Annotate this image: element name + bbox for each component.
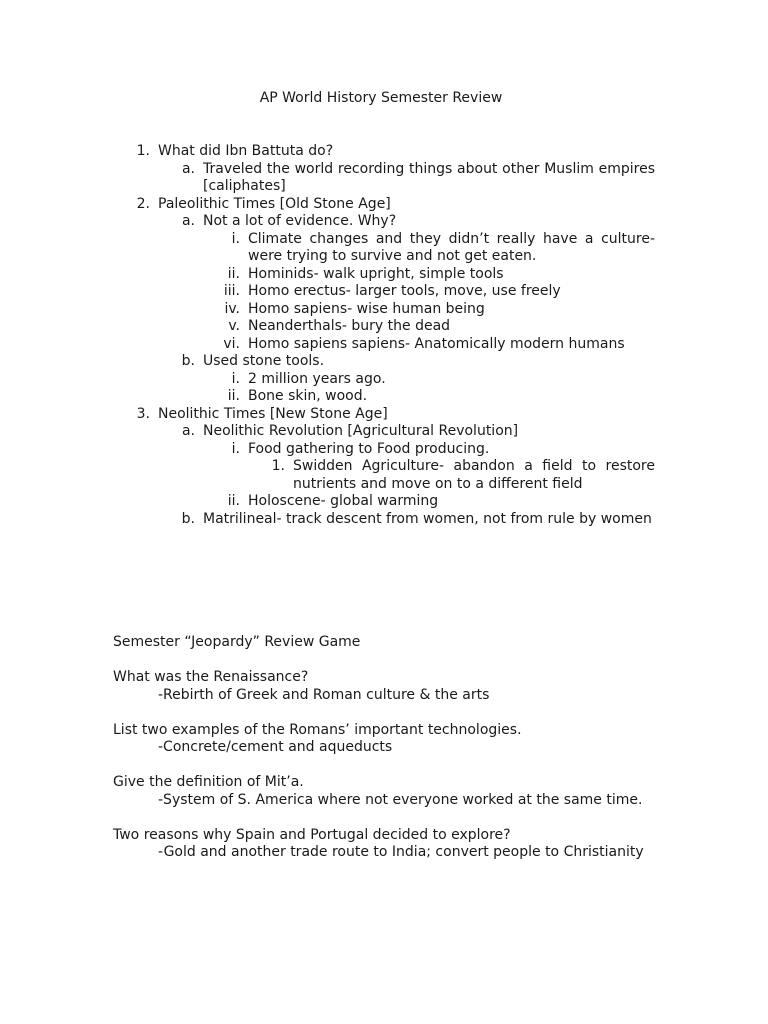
outline-text: Swidden Agriculture- abandon a field to restore nutrients and move on to a different field bbox=[293, 458, 655, 492]
outline-marker: vi. bbox=[223, 335, 240, 352]
outline-marker: 2. bbox=[136, 195, 150, 212]
outline-item bbox=[0, 511, 768, 546]
outline-item bbox=[0, 336, 768, 354]
outline-item bbox=[0, 283, 768, 301]
outline-marker: a. bbox=[181, 160, 195, 177]
jeopardy-heading: Semester “Jeopardy” Review Game bbox=[113, 634, 361, 650]
outline-marker: 3. bbox=[136, 405, 150, 422]
outline-marker: i. bbox=[231, 230, 240, 247]
outline-marker: i. bbox=[231, 440, 240, 457]
outline-marker: iii. bbox=[223, 283, 240, 299]
answer: -Rebirth of Greek and Roman culture & the arts bbox=[158, 686, 490, 703]
outline-marker: 1. bbox=[136, 143, 150, 159]
outline-text: Homo erectus- larger tools, move, use freely bbox=[248, 283, 561, 299]
outline-item bbox=[0, 266, 768, 284]
outline-text: 2 million years ago. bbox=[248, 370, 386, 387]
outline-item bbox=[0, 301, 768, 319]
outline-item bbox=[0, 493, 768, 511]
outline-item bbox=[0, 143, 768, 161]
qa-item bbox=[113, 669, 655, 704]
question: Give the definition of Mit’a. bbox=[113, 774, 304, 790]
outline-text: Bone skin, wood. bbox=[248, 388, 368, 404]
outline-marker: 1. bbox=[271, 458, 285, 474]
outline-text: Food gathering to Food producing. bbox=[248, 440, 490, 457]
page-title: AP World History Semester Review bbox=[259, 90, 503, 106]
outline-item bbox=[0, 406, 768, 424]
outline-item bbox=[0, 388, 768, 406]
outline-marker: a. bbox=[181, 213, 195, 229]
answer: -System of S. America where not everyone worked at the same time. bbox=[158, 791, 643, 808]
outline-text: Holoscene- global warming bbox=[248, 493, 439, 509]
outline-marker: iv. bbox=[224, 300, 240, 317]
outline-text: Traveled the world recording things about other Muslim empires [caliphates] bbox=[203, 160, 655, 194]
answer: -Concrete/cement and aqueducts bbox=[158, 739, 393, 755]
outline-item bbox=[0, 318, 768, 336]
outline-item bbox=[0, 213, 768, 231]
outline-item bbox=[0, 161, 768, 196]
outline-text: What did Ibn Battuta do? bbox=[158, 143, 334, 159]
outline-marker: b. bbox=[181, 353, 195, 369]
outline-marker: b. bbox=[181, 510, 195, 527]
outline-item bbox=[0, 196, 768, 214]
question: Two reasons why Spain and Portugal decided to explore? bbox=[113, 826, 511, 843]
outline-item bbox=[0, 371, 768, 389]
outline-item bbox=[0, 458, 768, 493]
qa-item bbox=[113, 827, 655, 862]
outline-item bbox=[0, 423, 768, 441]
outline-text: Climate changes and they didn’t really have a culture- were trying to survive and not get eaten. bbox=[248, 230, 655, 264]
outline-text: Used stone tools. bbox=[203, 353, 325, 369]
outline-item bbox=[0, 353, 768, 371]
outline-marker: ii. bbox=[227, 265, 240, 282]
outline-text: Homo sapiens sapiens- Anatomically modern humans bbox=[248, 335, 625, 352]
outline-marker: i. bbox=[231, 370, 240, 387]
outline-text: Neolithic Times [New Stone Age] bbox=[158, 405, 388, 422]
outline-text: Hominids- walk upright, simple tools bbox=[248, 265, 504, 282]
outline-marker: ii. bbox=[227, 388, 240, 404]
outline-text: Neolithic Revolution [Agricultural Revolution] bbox=[203, 423, 519, 439]
outline-text: Not a lot of evidence. Why? bbox=[203, 213, 397, 229]
outline-text: Paleolithic Times [Old Stone Age] bbox=[158, 195, 391, 212]
qa-item bbox=[113, 722, 655, 757]
question: What was the Renaissance? bbox=[113, 669, 309, 685]
outline-marker: v. bbox=[228, 318, 240, 334]
jeopardy-section bbox=[113, 634, 655, 879]
question: List two examples of the Romans’ important technologies. bbox=[113, 721, 522, 738]
answer: -Gold and another trade route to India; convert people to Christianity bbox=[158, 844, 644, 860]
outline-text: Matrilineal- track descent from women, not from rule by women bbox=[203, 510, 652, 527]
qa-item bbox=[113, 774, 655, 809]
outline-text: Homo sapiens- wise human being bbox=[248, 300, 485, 317]
outline-item bbox=[0, 441, 768, 459]
outline-marker: ii. bbox=[227, 493, 240, 509]
review-outline bbox=[0, 143, 768, 546]
outline-text: Neanderthals- bury the dead bbox=[248, 318, 451, 334]
outline-marker: a. bbox=[181, 423, 195, 439]
outline-item bbox=[0, 231, 768, 266]
